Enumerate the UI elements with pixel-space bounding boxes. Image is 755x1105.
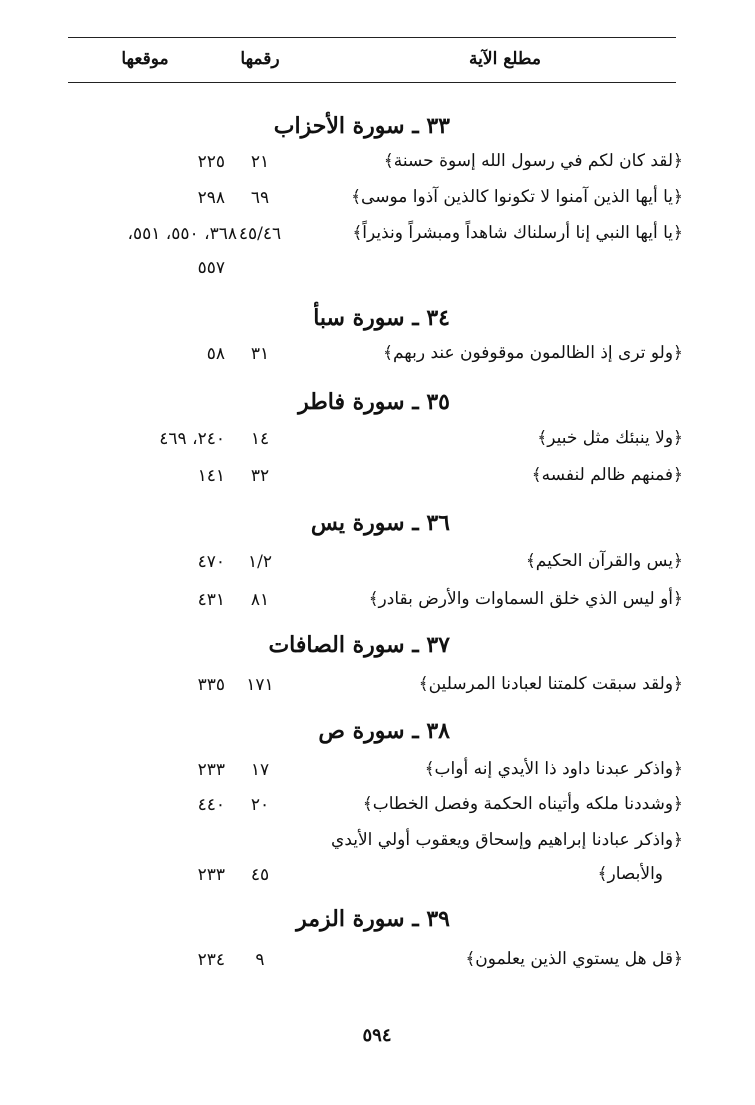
- verse-location: ٥٨: [206, 344, 225, 364]
- verse-number: ٢٠: [250, 795, 270, 815]
- surah-heading: ٣٦ ـ سورة يس: [310, 510, 450, 536]
- verse-number: ٣١: [250, 344, 270, 364]
- verse-opening: ﴿يا أيها الذين آمنوا لا تكونوا كالذين آذوا موسى﴾: [351, 187, 683, 207]
- surah-heading: ٣٨ ـ سورة ص: [318, 718, 450, 744]
- verse-location: ٢٢٥: [197, 152, 225, 172]
- verse-location: ٢٣٣: [197, 760, 225, 780]
- verse-number: ٢١: [250, 152, 270, 172]
- header-top-rule: [68, 37, 676, 38]
- verse-number: ٣٢: [250, 466, 270, 486]
- verse-number: ٨١: [250, 590, 270, 610]
- verse-location: ٤٣١: [197, 590, 225, 610]
- verse-location: ٢٣٤: [197, 950, 225, 970]
- verse-number: ٩: [255, 950, 265, 970]
- verse-number: ١٧: [250, 760, 270, 780]
- verse-opening: ﴿قل هل يستوي الذين يعلمون﴾: [465, 949, 683, 969]
- verse-opening: ﴿واذكر عبادنا إبراهيم وإسحاق ويعقوب أولي الأيدي: [331, 830, 683, 850]
- column-header-location: موقعها: [121, 49, 169, 69]
- verse-opening: ﴿يا أيها النبي إنا أرسلناك شاهداً ومبشراً ونذيراً﴾: [352, 223, 683, 243]
- verse-number: ١٤: [250, 429, 270, 449]
- verse-location: ٣٦٨، ٥٥٠، ٥٥١،: [127, 224, 237, 244]
- verse-opening: ﴿وشددنا ملكه وأتيناه الحكمة وفصل الخطاب﴾: [362, 794, 683, 814]
- surah-heading: ٣٩ ـ سورة الزمر: [296, 906, 450, 932]
- verse-location: ٤٤٠: [197, 795, 225, 815]
- verse-location: ١٤١: [197, 466, 225, 486]
- verse-opening: ﴿ولو ترى إذ الظالمون موقوفون عند ربهم﴾: [382, 343, 683, 363]
- surah-heading: ٣٣ ـ سورة الأحزاب: [273, 113, 450, 139]
- verse-number: ٦٩: [250, 188, 270, 208]
- verse-location: ٢٤٠، ٤٦٩: [159, 429, 225, 449]
- verse-opening: ﴿ولقد سبقت كلمتنا لعبادنا المرسلين﴾: [418, 674, 683, 694]
- column-header-verse: مطلع الآية: [469, 49, 541, 69]
- verse-location: ٤٧٠: [197, 552, 225, 572]
- verse-location-continued: ٥٥٧: [197, 258, 225, 278]
- verse-location: ٢٩٨: [197, 188, 225, 208]
- verse-opening: ﴿يس والقرآن الحكيم﴾: [525, 551, 683, 571]
- verse-location: ٣٣٥: [197, 675, 225, 695]
- verse-opening: ﴿أو ليس الذي خلق السماوات والأرض بقادر﴾: [368, 589, 683, 609]
- verse-location: ٢٣٣: [197, 865, 225, 885]
- surah-heading: ٣٤ ـ سورة سبأ: [313, 305, 450, 331]
- verse-number: ٤٥/٤٦: [238, 224, 282, 244]
- verse-opening-continued: والأبصار﴾: [597, 864, 663, 884]
- surah-heading: ٣٧ ـ سورة الصافات: [268, 632, 450, 658]
- page-number: ٥٩٤: [362, 1025, 392, 1046]
- verse-number: ٤٥: [250, 865, 270, 885]
- verse-number: ١/٢: [248, 552, 272, 572]
- surah-heading: ٣٥ ـ سورة فاطر: [298, 389, 450, 415]
- column-header-number: رقمها: [240, 49, 280, 69]
- verse-opening: ﴿لقد كان لكم في رسول الله إسوة حسنة﴾: [383, 151, 683, 171]
- verse-opening: ﴿واذكر عبدنا داود ذا الأيدي إنه أواب﴾: [424, 759, 683, 779]
- header-bottom-rule: [68, 82, 676, 83]
- verse-opening: ﴿ولا ينبئك مثل خبير﴾: [537, 428, 683, 448]
- verse-number: ١٧١: [246, 675, 274, 695]
- verse-opening: ﴿فمنهم ظالم لنفسه﴾: [531, 465, 683, 485]
